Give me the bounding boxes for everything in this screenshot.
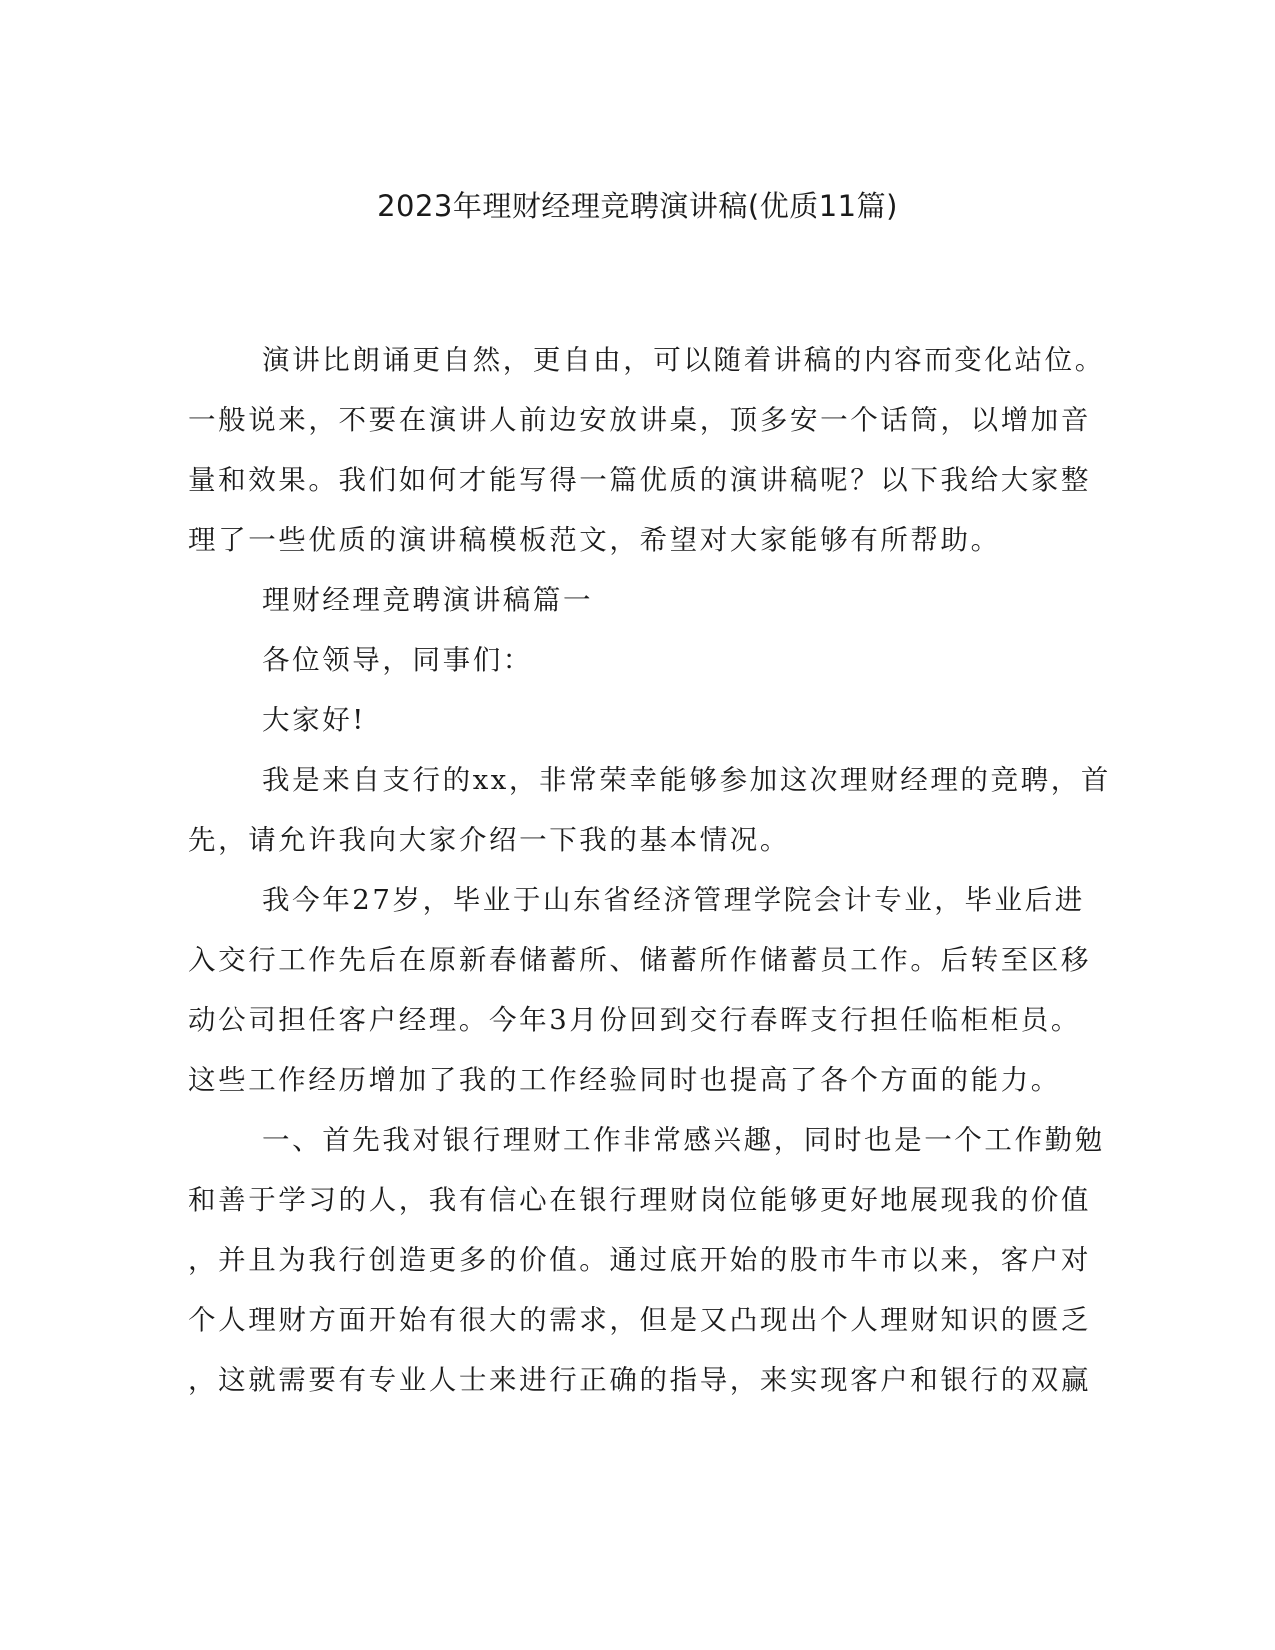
text-line: 我是来自支行的xx，非常荣幸能够参加这次理财经理的竞聘，首 [262, 764, 1111, 796]
text-line: 入交行工作先后在原新春储蓄所、储蓄所作储蓄员工作。后转至区移 [188, 944, 1091, 976]
salutation: 各位领导，同事们： [262, 644, 533, 676]
text-line: 我今年27岁，毕业于山东省经济管理学院会计专业，毕业后进 [262, 884, 1085, 916]
document-title: 2023年理财经理竞聘演讲稿(优质11篇) [377, 189, 898, 223]
text-line: ，这就需要有专业人士来进行正确的指导，来实现客户和银行的双赢 [188, 1364, 1091, 1396]
section-heading: 理财经理竞聘演讲稿篇一 [262, 584, 594, 616]
text-line: 一般说来，不要在演讲人前边安放讲桌，顶多安一个话筒，以增加音 [188, 404, 1091, 436]
text-line: 演讲比朗诵更自然，更自由，可以随着讲稿的内容而变化站位。 [262, 344, 1105, 376]
text-line: 这些工作经历增加了我的工作经验同时也提高了各个方面的能力。 [188, 1064, 1061, 1096]
text-line: 一、首先我对银行理财工作非常感兴趣，同时也是一个工作勤勉 [262, 1124, 1105, 1156]
text-line: 和善于学习的人，我有信心在银行理财岗位能够更好地展现我的价值 [188, 1184, 1091, 1216]
text-line: 量和效果。我们如何才能写得一篇优质的演讲稿呢？以下我给大家整 [188, 464, 1091, 496]
text-line: 动公司担任客户经理。今年3月份回到交行春晖支行担任临柜柜员。 [188, 1004, 1081, 1036]
document-body [188, 330, 1111, 1410]
text-line: 个人理财方面开始有很大的需求，但是又凸现出个人理财知识的匮乏 [188, 1304, 1091, 1336]
text-line: ，并且为我行创造更多的价值。通过底开始的股市牛市以来，客户对 [188, 1244, 1091, 1276]
text-line: 先，请允许我向大家介绍一下我的基本情况。 [188, 824, 790, 856]
greeting: 大家好! [262, 704, 366, 736]
text-line: 理了一些优质的演讲稿模板范文，希望对大家能够有所帮助。 [188, 524, 1001, 556]
